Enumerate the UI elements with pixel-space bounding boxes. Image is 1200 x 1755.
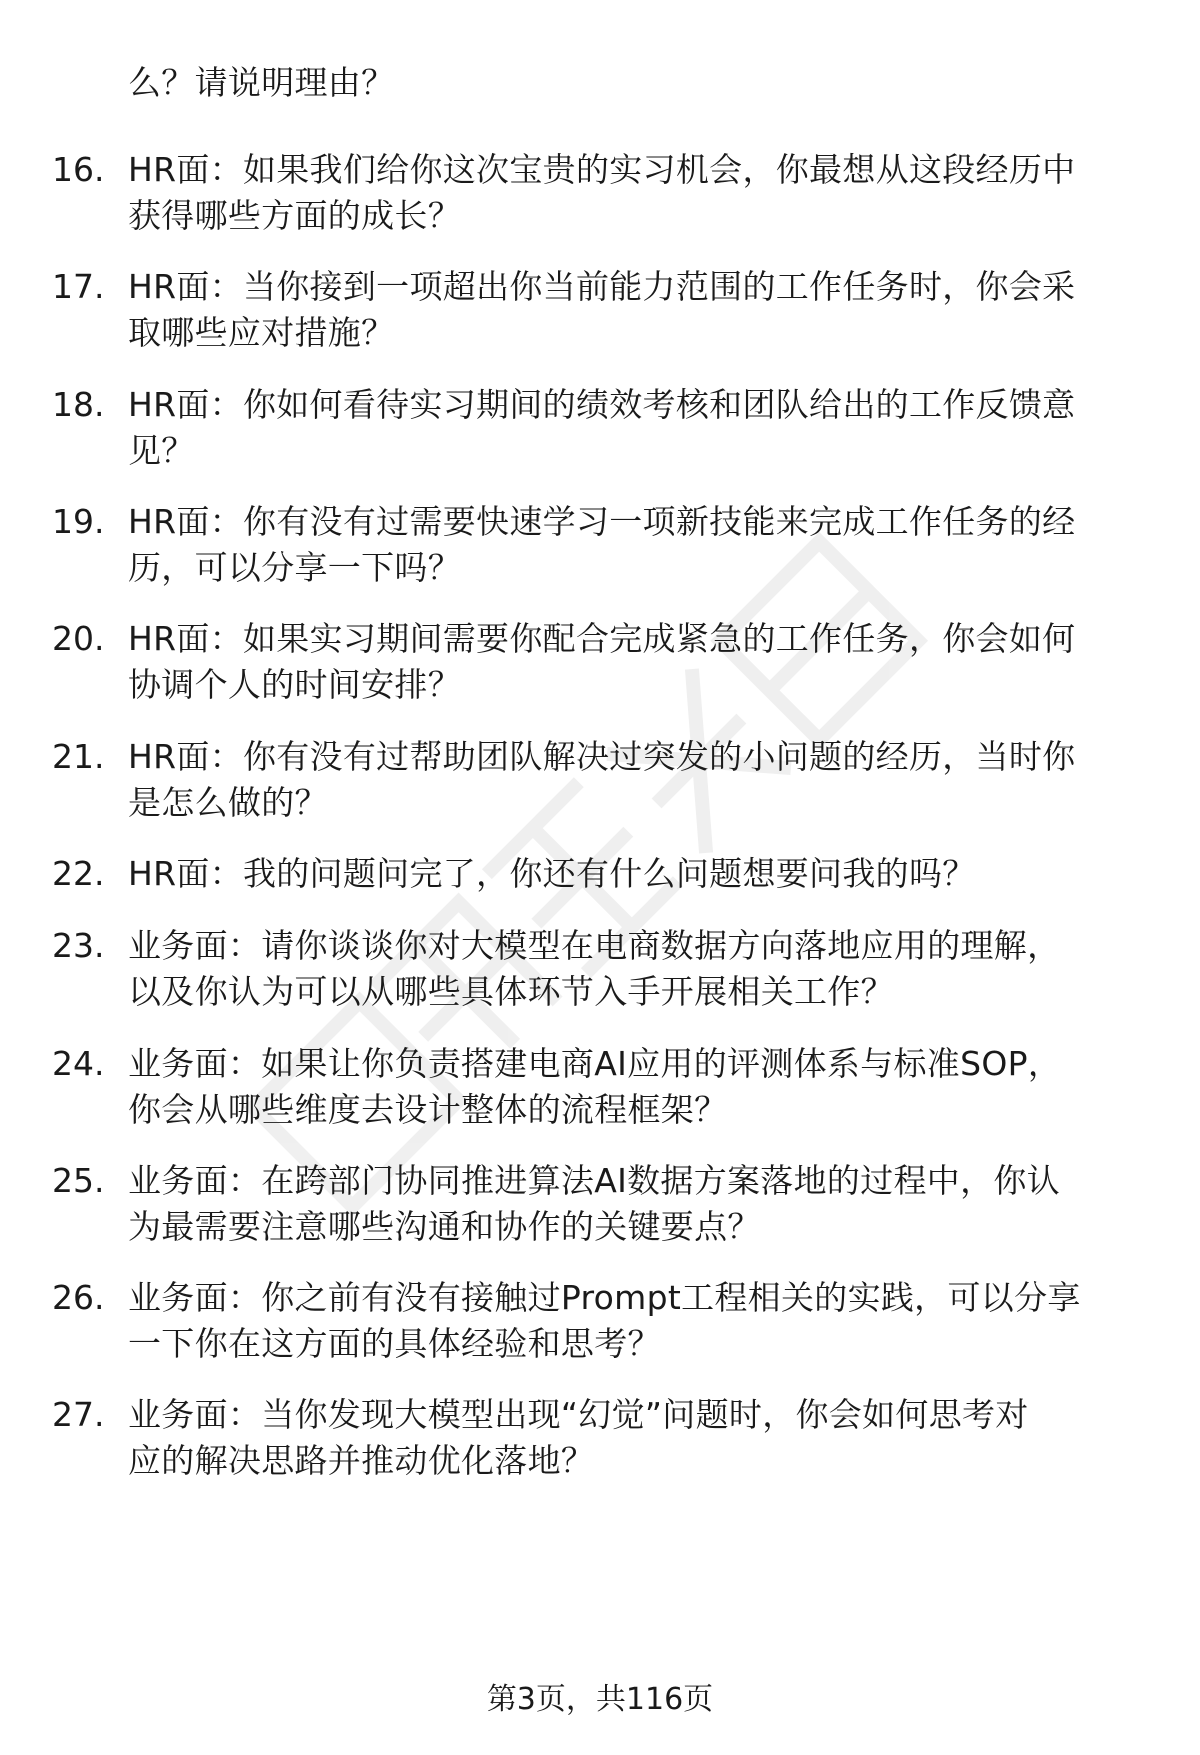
item-number: 19. — [52, 502, 105, 541]
item-text-line: HR面：如果实习期间需要你配合完成紧急的工作任务，你会如何 — [128, 619, 1076, 658]
item-text-line: 你会从哪些维度去设计整体的流程框架？ — [128, 1090, 728, 1129]
item-number: 26. — [52, 1278, 105, 1317]
item-number: 22. — [52, 854, 105, 893]
item-number: 25. — [52, 1161, 105, 1200]
item-text-line: 一下你在这方面的具体经验和思考？ — [128, 1324, 661, 1363]
item-text-line: HR面：如果我们给你这次宝贵的实习机会，你最想从这段经历中 — [128, 150, 1076, 189]
item-text-line: 取哪些应对措施？ — [128, 313, 395, 352]
item-number: 24. — [52, 1044, 105, 1083]
item-text-line: 历，可以分享一下吗？ — [128, 548, 461, 587]
item-text-line: 业务面：如果让你负责搭建电商AI应用的评测体系与标准SOP， — [128, 1044, 1062, 1083]
item-text-line: 协调个人的时间安排？ — [128, 665, 461, 704]
item-text-line: 业务面：当你发现大模型出现“幻觉”问题时，你会如何思考对 — [128, 1395, 1029, 1434]
page-footer: 第3页，共116页 — [486, 1682, 714, 1717]
item-text-line: 见？ — [128, 431, 195, 470]
item-text-line: 获得哪些方面的成长？ — [128, 196, 461, 235]
item-number: 17. — [52, 267, 105, 306]
item-text-line: HR面：我的问题问完了，你还有什么问题想要问我的吗？ — [128, 854, 976, 893]
item-number: 23. — [52, 926, 105, 965]
item-number: 27. — [52, 1395, 105, 1434]
item-text-line: 业务面：你之前有没有接触过Prompt工程相关的实践，可以分享 — [128, 1278, 1081, 1317]
continued-question-text: 么？请说明理由？ — [128, 63, 395, 102]
item-text-line: 为最需要注意哪些沟通和协作的关键要点？ — [128, 1207, 761, 1246]
item-text-line: 以及你认为可以从哪些具体环节入手开展相关工作？ — [128, 972, 894, 1011]
item-text-line: HR面：你有没有过需要快速学习一项新技能来完成工作任务的经 — [128, 502, 1076, 541]
item-text-line: 业务面：请你谈谈你对大模型在电商数据方向落地应用的理解， — [128, 926, 1061, 965]
item-number: 16. — [52, 150, 105, 189]
item-text-line: 应的解决思路并推动优化落地？ — [128, 1441, 595, 1480]
item-text-line: HR面：你有没有过帮助团队解决过突发的小问题的经历，当时你 — [128, 737, 1076, 776]
item-number: 18. — [52, 385, 105, 424]
item-text-line: HR面：你如何看待实习期间的绩效考核和团队给出的工作反馈意 — [128, 385, 1076, 424]
item-text-line: HR面：当你接到一项超出你当前能力范围的工作任务时，你会采 — [128, 267, 1076, 306]
item-number: 21. — [52, 737, 105, 776]
item-text-line: 业务面：在跨部门协同推进算法AI数据方案落地的过程中，你认 — [128, 1161, 1061, 1200]
item-text-line: 是怎么做的？ — [128, 783, 328, 822]
item-number: 20. — [52, 619, 105, 658]
